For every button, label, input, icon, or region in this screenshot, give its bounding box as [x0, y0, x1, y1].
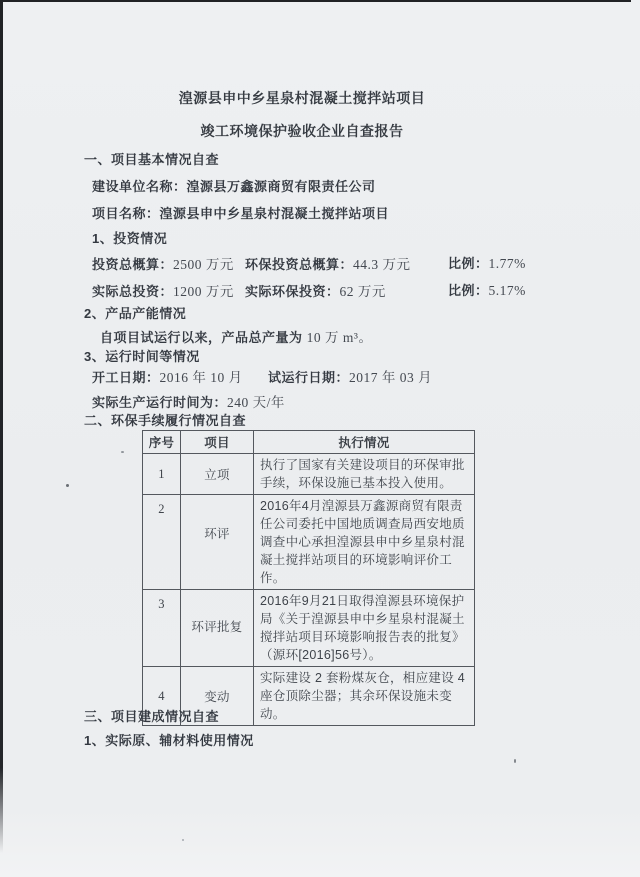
- actual-env-label: 实际环保投资：: [245, 284, 340, 299]
- row2-no: 2: [143, 495, 181, 590]
- row1-no: 1: [143, 454, 181, 495]
- scan-edge-top: [0, 0, 631, 2]
- investment-budget-line: [92, 253, 234, 273]
- capacity-heading: 2、产品产能情况: [84, 306, 187, 321]
- row2-detail: 2016年4月湟源县万鑫源商贸有限责任公司委托中国地质调查局西安地质调查中心承担湟源县申中乡星泉村混凝土搅拌站项目的环境影响评价工作。: [254, 495, 475, 590]
- runtime-line: [92, 391, 285, 411]
- ratio2-label: 比例：: [448, 283, 489, 298]
- trial-date-label: 试运行日期：: [268, 370, 350, 385]
- start-date-label: 开工日期：: [92, 370, 160, 385]
- procedures-table: [142, 430, 475, 726]
- scan-speck: [514, 759, 516, 763]
- runtime-label: 实际生产运行时间为：: [92, 395, 228, 410]
- document-title-line1: 湟源县申中乡星泉村混凝土搅拌站项目: [178, 90, 426, 106]
- section3-subheading: 1、实际原、辅材料使用情况: [84, 733, 254, 748]
- section2-heading: 二、环保手续履行情况自查: [84, 413, 247, 428]
- env-budget-segment: [245, 253, 411, 273]
- total-budget-label: 投资总概算：: [92, 257, 174, 272]
- row1-detail: 执行了国家有关建设项目的环保审批手续，环保设施已基本投入使用。: [254, 454, 475, 495]
- row2-item: 环评: [181, 495, 254, 590]
- row4-no: 4: [143, 667, 181, 726]
- actual-env-segment: [245, 280, 386, 300]
- capacity-text: 自项目试运行以来，产品总产量为: [100, 330, 303, 345]
- section1-heading: 一、项目基本情况自查: [84, 152, 220, 167]
- ratio1-segment: [448, 253, 526, 272]
- ratio2-value: 5.17%: [488, 283, 526, 298]
- table-row: [143, 495, 475, 590]
- header-item: 项目: [181, 431, 254, 454]
- row3-no: 3: [143, 590, 181, 667]
- construction-unit-label: 建设单位名称：: [92, 179, 187, 194]
- scan-speck: [121, 451, 124, 453]
- capacity-value: 10 万 m³。: [306, 330, 373, 345]
- document-title-line2: 竣工环境保护验收企业自查报告: [200, 123, 404, 139]
- table-header-row: [143, 431, 475, 454]
- header-detail: 执行情况: [254, 431, 475, 454]
- project-name-line: [92, 203, 389, 222]
- table-row: [143, 454, 475, 495]
- scan-speck: [182, 839, 184, 841]
- runtime-value: 240 天/年: [227, 395, 285, 410]
- row1-item: 立项: [181, 454, 254, 495]
- row3-item: 环评批复: [181, 590, 254, 667]
- start-date-value: 2016 年 10 月: [159, 370, 243, 385]
- ratio1-label: 比例：: [448, 256, 489, 271]
- actual-total-value: 1200 万元: [173, 284, 234, 299]
- actual-total-label: 实际总投资：: [92, 284, 174, 299]
- start-date-segment: [92, 366, 243, 386]
- scan-edge-left: [0, 0, 3, 853]
- row4-detail: 实际建设 2 套粉煤灰仓，相应建设 4 座仓顶除尘器；其余环保设施未变动。: [254, 667, 475, 726]
- ratio2-segment: [448, 280, 526, 299]
- actual-env-value: 62 万元: [339, 284, 386, 299]
- ratio1-value: 1.77%: [488, 256, 526, 271]
- table-row: [143, 590, 475, 667]
- env-budget-value: 44.3 万元: [353, 257, 411, 272]
- trial-date-segment: [268, 366, 432, 386]
- operation-heading: 3、运行时间等情况: [84, 349, 200, 364]
- actual-investment-line: [92, 280, 234, 300]
- capacity-line: [100, 326, 372, 346]
- project-name-value: 湟源县申中乡星泉村混凝土搅拌站项目: [159, 206, 390, 221]
- investment-heading: 1、投资情况: [92, 231, 168, 246]
- scan-speck: [66, 484, 69, 487]
- construction-unit-value: 湟源县万鑫源商贸有限责任公司: [186, 179, 376, 194]
- env-budget-label: 环保投资总概算：: [245, 257, 354, 272]
- section3-heading: 三、项目建成情况自查: [84, 709, 220, 724]
- row3-detail: 2016年9月21日取得湟源县环境保护局《关于湟源县申中乡星泉村混凝土搅拌站项目环境影响报告表的批复》（源环[2016]56号）。: [254, 590, 475, 667]
- project-name-label: 项目名称：: [92, 206, 160, 221]
- trial-date-value: 2017 年 03 月: [349, 370, 433, 385]
- row4-item: 变动: [181, 667, 254, 726]
- header-no: 序号: [143, 431, 181, 454]
- construction-unit-line: [92, 176, 376, 195]
- total-budget-value: 2500 万元: [173, 257, 234, 272]
